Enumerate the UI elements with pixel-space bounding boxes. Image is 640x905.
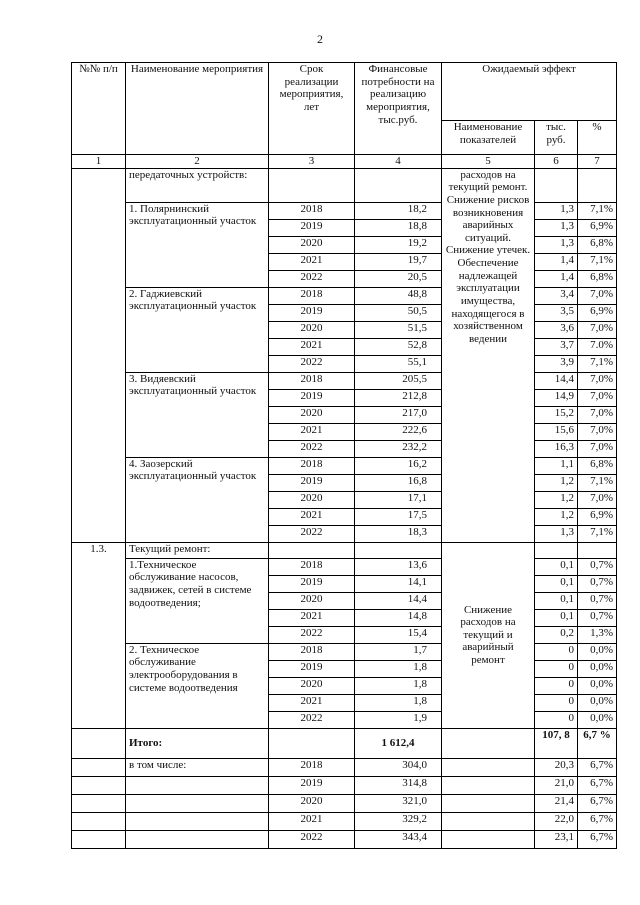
num-cell bbox=[72, 728, 126, 758]
finance-cell: 17,1 bbox=[355, 491, 442, 508]
finance-cell bbox=[355, 542, 442, 558]
group-name: 1. Полярнинский эксплуатационный участок bbox=[126, 202, 269, 287]
percent-cell: 7,0% bbox=[578, 406, 617, 423]
percent-cell: 7,1% bbox=[578, 355, 617, 372]
percent-cell: 6,9% bbox=[578, 304, 617, 321]
thousand-cell: 1,2 bbox=[535, 491, 578, 508]
continuation-label: передаточных устройств: bbox=[126, 168, 269, 202]
column-number: 6 bbox=[535, 155, 578, 169]
header-thousand: тыс. руб. bbox=[535, 121, 578, 155]
year-cell: 2020 bbox=[269, 321, 355, 338]
num-cell bbox=[72, 812, 126, 830]
table-row bbox=[72, 812, 617, 830]
thousand-cell: 3,7 bbox=[535, 338, 578, 355]
column-number: 7 bbox=[578, 155, 617, 169]
finance-cell: 205,5 bbox=[355, 372, 442, 389]
finance-cell: 18,3 bbox=[355, 525, 442, 542]
column-numbers-row bbox=[72, 155, 617, 169]
header-name: Наименование мероприятия bbox=[126, 63, 269, 155]
header-indicator: Наименование показателей bbox=[442, 121, 535, 155]
year-cell bbox=[269, 168, 355, 202]
year-cell: 2020 bbox=[269, 406, 355, 423]
thousand-cell: 14,9 bbox=[535, 389, 578, 406]
percent-cell bbox=[578, 542, 617, 558]
percent-cell: 0,0% bbox=[578, 694, 617, 711]
thousand-cell: 0 bbox=[535, 677, 578, 694]
percent-cell: 6,7% bbox=[578, 758, 617, 776]
thousand-cell: 0,1 bbox=[535, 592, 578, 609]
finance-cell: 343,4 bbox=[355, 830, 442, 848]
thousand-cell: 1,4 bbox=[535, 253, 578, 270]
effect-cell bbox=[442, 794, 535, 812]
thousand-cell: 3,4 bbox=[535, 287, 578, 304]
num-cell bbox=[72, 830, 126, 848]
finance-cell: 1,8 bbox=[355, 694, 442, 711]
year-cell: 2018 bbox=[269, 287, 355, 304]
table-row bbox=[72, 758, 617, 776]
percent-cell: 7,0% bbox=[578, 491, 617, 508]
percent-cell: 7,0% bbox=[578, 440, 617, 457]
header-effect: Ожидаемый эффект bbox=[442, 63, 617, 121]
year-cell: 2018 bbox=[269, 457, 355, 474]
year-cell: 2022 bbox=[269, 711, 355, 728]
finance-cell: 15,4 bbox=[355, 626, 442, 643]
item-name: 1.Техническое обслуживание насосов, задвижек, сетей в системе водоотведения; bbox=[126, 558, 269, 643]
finance-cell: 17,5 bbox=[355, 508, 442, 525]
name-cell bbox=[126, 812, 269, 830]
finance-cell: 19,7 bbox=[355, 253, 442, 270]
year-cell: 2020 bbox=[269, 677, 355, 694]
table-row bbox=[72, 202, 617, 219]
thousand-cell bbox=[535, 168, 578, 202]
percent-cell: 0,0% bbox=[578, 643, 617, 660]
thousand-cell: 0,2 bbox=[535, 626, 578, 643]
total-label: Итого: bbox=[126, 728, 269, 758]
thousand-cell: 20,3 bbox=[535, 758, 578, 776]
year-cell: 2021 bbox=[269, 253, 355, 270]
percent-cell: 1,3% bbox=[578, 626, 617, 643]
thousand-cell: 23,1 bbox=[535, 830, 578, 848]
year-cell: 2018 bbox=[269, 558, 355, 575]
thousand-cell: 1,1 bbox=[535, 457, 578, 474]
finance-cell: 1,8 bbox=[355, 677, 442, 694]
year-cell: 2021 bbox=[269, 423, 355, 440]
effect-cell bbox=[442, 776, 535, 794]
thousand-cell: 0,1 bbox=[535, 575, 578, 592]
table-row bbox=[72, 830, 617, 848]
percent-cell: 0,0% bbox=[578, 711, 617, 728]
thousand-cell: 1,3 bbox=[535, 219, 578, 236]
thousand-cell: 21,4 bbox=[535, 794, 578, 812]
year-cell: 2019 bbox=[269, 219, 355, 236]
finance-cell: 14,4 bbox=[355, 592, 442, 609]
finance-cell: 20,5 bbox=[355, 270, 442, 287]
year-cell: 2022 bbox=[269, 270, 355, 287]
year-cell: 2020 bbox=[269, 236, 355, 253]
thousand-cell: 14,4 bbox=[535, 372, 578, 389]
year-cell: 2019 bbox=[269, 304, 355, 321]
percent-cell: 7,1% bbox=[578, 253, 617, 270]
percent-cell: 6,9% bbox=[578, 508, 617, 525]
percent-cell: 0,0% bbox=[578, 677, 617, 694]
effect-text: расходов на текущий ремонт. Снижение рисков возникновения аварийных ситуаций. Снижение утечек. Обеспечение надлежащей эксплуатации имущества, находящегося в хозяйственном ведении bbox=[442, 168, 535, 542]
thousand-cell: 3,5 bbox=[535, 304, 578, 321]
finance-cell: 1,8 bbox=[355, 660, 442, 677]
thousand-cell: 0 bbox=[535, 711, 578, 728]
name-cell bbox=[126, 794, 269, 812]
table-row bbox=[72, 287, 617, 304]
percent-cell: 6,8% bbox=[578, 236, 617, 253]
year-cell: 2020 bbox=[269, 592, 355, 609]
finance-cell: 52,8 bbox=[355, 338, 442, 355]
year-cell: 2021 bbox=[269, 508, 355, 525]
thousand-cell: 22,0 bbox=[535, 812, 578, 830]
thousand-cell: 0 bbox=[535, 643, 578, 660]
table-row bbox=[72, 168, 617, 202]
percent-cell: 7,1% bbox=[578, 474, 617, 491]
year-cell: 2020 bbox=[269, 491, 355, 508]
thousand-cell: 0 bbox=[535, 660, 578, 677]
percent-cell: 6,8% bbox=[578, 457, 617, 474]
year-cell: 2022 bbox=[269, 525, 355, 542]
year-cell: 2021 bbox=[269, 694, 355, 711]
year-cell: 2022 bbox=[269, 830, 355, 848]
percent-cell: 6,8% bbox=[578, 270, 617, 287]
percent-cell: 7,1% bbox=[578, 202, 617, 219]
year-cell: 2022 bbox=[269, 355, 355, 372]
finance-cell: 321,0 bbox=[355, 794, 442, 812]
thousand-cell: 0 bbox=[535, 694, 578, 711]
finance-cell: 232,2 bbox=[355, 440, 442, 457]
table-row bbox=[72, 794, 617, 812]
percent-cell: 6,7% bbox=[578, 830, 617, 848]
group-name: 4. Заозерский эксплуатационный участок bbox=[126, 457, 269, 542]
page-number: 2 bbox=[317, 32, 323, 46]
section-number: 1.3. bbox=[72, 542, 126, 728]
thousand-cell: 0,1 bbox=[535, 609, 578, 626]
column-number: 4 bbox=[355, 155, 442, 169]
finance-cell: 222,6 bbox=[355, 423, 442, 440]
finance-cell: 212,8 bbox=[355, 389, 442, 406]
finance-cell: 14,8 bbox=[355, 609, 442, 626]
finance-cell: 55,1 bbox=[355, 355, 442, 372]
year-cell: 2022 bbox=[269, 440, 355, 457]
percent-cell: 6,7% bbox=[578, 776, 617, 794]
item-name: 2. Техническое обслуживание электрооборудования в системе водоотведения bbox=[126, 643, 269, 728]
finance-cell: 51,5 bbox=[355, 321, 442, 338]
finance-cell: 13,6 bbox=[355, 558, 442, 575]
thousand-cell: 16,3 bbox=[535, 440, 578, 457]
effect-cell bbox=[442, 830, 535, 848]
effect-text: Снижение расходов на текущий и аварийный ремонт bbox=[442, 542, 535, 728]
year-cell: 2018 bbox=[269, 758, 355, 776]
thousand-cell: 1,3 bbox=[535, 202, 578, 219]
table-row bbox=[72, 643, 617, 660]
year-cell: 2019 bbox=[269, 776, 355, 794]
effect-cell bbox=[442, 758, 535, 776]
total-row bbox=[72, 728, 617, 758]
column-number: 1 bbox=[72, 155, 126, 169]
table-row bbox=[72, 542, 617, 558]
finance-cell: 50,5 bbox=[355, 304, 442, 321]
percent-cell: 7,0% bbox=[578, 287, 617, 304]
total-thousand: 107, 8 bbox=[535, 728, 578, 758]
section-title: Текущий ремонт: bbox=[126, 542, 269, 558]
column-number: 5 bbox=[442, 155, 535, 169]
table-row bbox=[72, 457, 617, 474]
finance-cell: 16,2 bbox=[355, 457, 442, 474]
year-cell: 2019 bbox=[269, 474, 355, 491]
finance-cell bbox=[355, 168, 442, 202]
table-row bbox=[72, 558, 617, 575]
percent-cell: 0,0% bbox=[578, 660, 617, 677]
num-cell bbox=[72, 776, 126, 794]
effect-cell bbox=[442, 812, 535, 830]
header-finance: Финансовые потребности на реализацию мероприятия, тыс.руб. bbox=[355, 63, 442, 155]
column-number: 2 bbox=[126, 155, 269, 169]
thousand-cell: 3,6 bbox=[535, 321, 578, 338]
year-cell: 2019 bbox=[269, 660, 355, 677]
percent-cell: 7,0% bbox=[578, 372, 617, 389]
total-percent: 6,7 % bbox=[578, 728, 617, 758]
finance-cell: 14,1 bbox=[355, 575, 442, 592]
measures-table bbox=[71, 62, 617, 849]
finance-cell: 1,9 bbox=[355, 711, 442, 728]
finance-cell: 314,8 bbox=[355, 776, 442, 794]
percent-cell bbox=[578, 168, 617, 202]
year-cell: 2019 bbox=[269, 389, 355, 406]
group-name: 3. Видяевский эксплуатационный участок bbox=[126, 372, 269, 457]
name-cell bbox=[126, 776, 269, 794]
year-cell: 2021 bbox=[269, 812, 355, 830]
name-cell bbox=[126, 830, 269, 848]
percent-cell: 6,7% bbox=[578, 794, 617, 812]
thousand-cell bbox=[535, 542, 578, 558]
year-cell bbox=[269, 728, 355, 758]
column-number: 3 bbox=[269, 155, 355, 169]
year-cell: 2018 bbox=[269, 202, 355, 219]
year-cell: 2018 bbox=[269, 643, 355, 660]
year-cell: 2019 bbox=[269, 575, 355, 592]
finance-cell: 217,0 bbox=[355, 406, 442, 423]
percent-cell: 7,0% bbox=[578, 321, 617, 338]
thousand-cell: 1,2 bbox=[535, 474, 578, 491]
percent-cell: 6,7% bbox=[578, 812, 617, 830]
percent-cell: 7.0% bbox=[578, 338, 617, 355]
thousand-cell: 15,6 bbox=[535, 423, 578, 440]
header-term: Срок реализации мероприятия, лет bbox=[269, 63, 355, 155]
table-row bbox=[72, 776, 617, 794]
percent-cell: 0,7% bbox=[578, 558, 617, 575]
percent-cell: 7,0% bbox=[578, 423, 617, 440]
header-percent: % bbox=[578, 121, 617, 155]
total-finance: 1 612,4 bbox=[355, 728, 442, 758]
thousand-cell: 1,4 bbox=[535, 270, 578, 287]
percent-cell: 7,0% bbox=[578, 389, 617, 406]
group-name: 2. Гаджиевский эксплуатационный участок bbox=[126, 287, 269, 372]
percent-cell: 0,7% bbox=[578, 575, 617, 592]
thousand-cell: 1,3 bbox=[535, 525, 578, 542]
year-cell: 2021 bbox=[269, 338, 355, 355]
finance-cell: 19,2 bbox=[355, 236, 442, 253]
percent-cell: 7,1% bbox=[578, 525, 617, 542]
finance-cell: 18,2 bbox=[355, 202, 442, 219]
thousand-cell: 15,2 bbox=[535, 406, 578, 423]
year-cell bbox=[269, 542, 355, 558]
finance-cell: 1,7 bbox=[355, 643, 442, 660]
finance-cell: 18,8 bbox=[355, 219, 442, 236]
header-num: №№ п/п bbox=[72, 63, 126, 155]
finance-cell: 16,8 bbox=[355, 474, 442, 491]
table-row bbox=[72, 372, 617, 389]
num-cell bbox=[72, 794, 126, 812]
num-cell bbox=[72, 168, 126, 542]
year-cell: 2018 bbox=[269, 372, 355, 389]
percent-cell: 6,9% bbox=[578, 219, 617, 236]
thousand-cell: 0,1 bbox=[535, 558, 578, 575]
year-cell: 2022 bbox=[269, 626, 355, 643]
finance-cell: 329,2 bbox=[355, 812, 442, 830]
percent-cell: 0,7% bbox=[578, 592, 617, 609]
year-cell: 2021 bbox=[269, 609, 355, 626]
year-cell: 2020 bbox=[269, 794, 355, 812]
finance-cell: 48,8 bbox=[355, 287, 442, 304]
thousand-cell: 1,2 bbox=[535, 508, 578, 525]
including-label: в том числе: bbox=[126, 758, 269, 776]
effect-cell bbox=[442, 728, 535, 758]
percent-cell: 0,7% bbox=[578, 609, 617, 626]
finance-cell: 304,0 bbox=[355, 758, 442, 776]
num-cell bbox=[72, 758, 126, 776]
thousand-cell: 1,3 bbox=[535, 236, 578, 253]
thousand-cell: 21,0 bbox=[535, 776, 578, 794]
thousand-cell: 3,9 bbox=[535, 355, 578, 372]
